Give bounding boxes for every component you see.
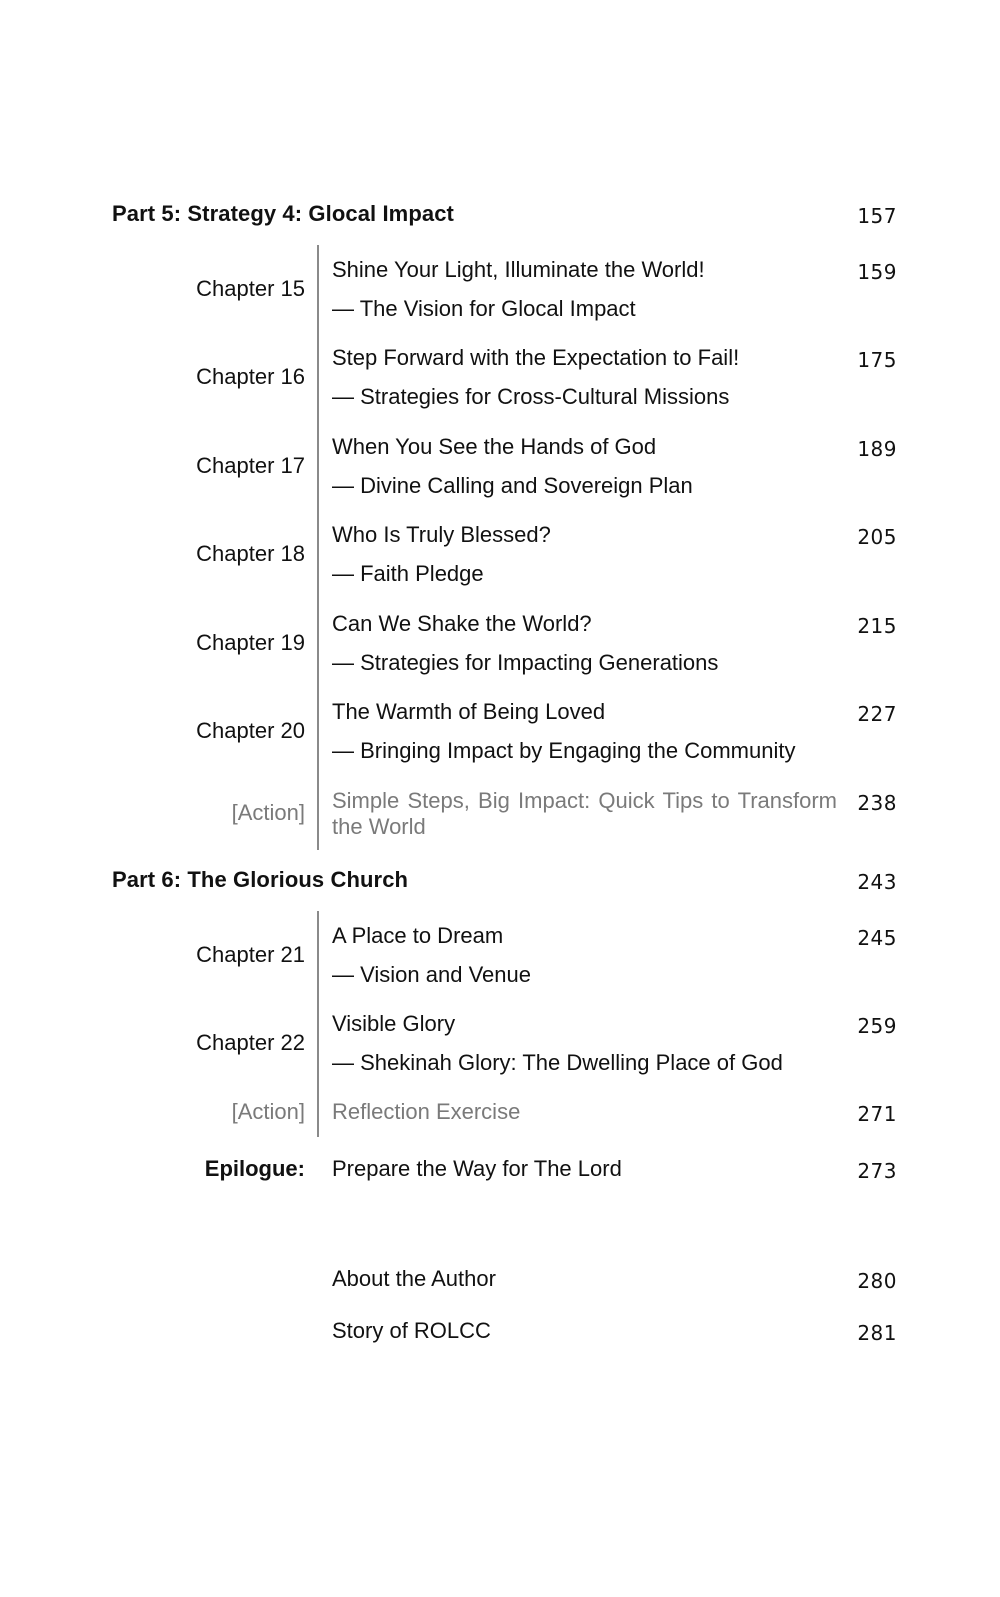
chapter-title: When You See the Hands of God	[332, 434, 657, 459]
chapter-subtitle: — Divine Calling and Sovereign Plan	[332, 473, 693, 498]
toc-entry-action-part-6[interactable]	[0, 1099, 897, 1129]
toc-entry-chapter-19[interactable]	[0, 611, 897, 691]
chapter-title: A Place to Dream	[332, 923, 504, 948]
backmatter-title: Story of ROLCC	[332, 1318, 491, 1343]
chapter-subtitle: — Faith Pledge	[332, 561, 484, 586]
page-number: 189	[857, 437, 897, 461]
chapter-label: Chapter 15	[196, 276, 305, 301]
chapter-title: Step Forward with the Expectation to Fail!	[332, 345, 740, 370]
chapter-subtitle: — Vision and Venue	[332, 962, 531, 987]
chapter-label: Chapter 17	[196, 453, 305, 478]
page-number: 238	[857, 791, 897, 815]
page-number: 227	[857, 702, 897, 726]
chapter-subtitle: — Strategies for Cross-Cultural Missions	[332, 384, 730, 409]
action-title: Reflection Exercise	[332, 1099, 521, 1124]
toc-entry-chapter-17[interactable]	[0, 434, 897, 514]
chapter-title: Shine Your Light, Illuminate the World!	[332, 257, 705, 282]
chapter-label: Chapter 18	[196, 541, 305, 566]
chapter-label: Chapter 16	[196, 364, 305, 389]
page-number: 205	[857, 525, 897, 549]
chapter-title: Who Is Truly Blessed?	[332, 522, 551, 547]
page-number: 215	[857, 614, 897, 638]
part-title: Part 6: The Glorious Church	[112, 867, 409, 892]
action-label: [Action]	[231, 800, 305, 825]
toc-entry-chapter-22[interactable]	[0, 1011, 897, 1091]
chapter-subtitle: — The Vision for Glocal Impact	[332, 296, 636, 321]
part-5-heading	[112, 201, 897, 231]
part-6-heading	[112, 867, 897, 897]
toc-entry-chapter-20[interactable]	[0, 699, 897, 779]
toc-entry-chapter-18[interactable]	[0, 522, 897, 602]
toc-entry-chapter-15[interactable]	[0, 257, 897, 337]
chapter-title: Visible Glory	[332, 1011, 456, 1036]
page-number: 280	[857, 1269, 897, 1293]
toc-entry-action-part-5[interactable]	[0, 788, 897, 844]
action-title: Simple Steps, Big Impact: Quick Tips to Transform the World	[332, 788, 837, 839]
backmatter-title: About the Author	[332, 1266, 496, 1291]
page-number: 159	[857, 260, 897, 284]
toc-entry-story-of-rolcc[interactable]	[0, 1318, 897, 1348]
page-number: 271	[857, 1102, 897, 1126]
chapter-label: Chapter 21	[196, 942, 305, 967]
page-number: 245	[857, 926, 897, 950]
epilogue-label: Epilogue:	[204, 1156, 305, 1181]
chapter-subtitle: — Bringing Impact by Engaging the Community	[332, 738, 796, 763]
chapter-title: The Warmth of Being Loved	[332, 699, 606, 724]
chapter-label: Chapter 22	[196, 1030, 305, 1055]
page-number: 157	[857, 204, 897, 228]
page-number: 281	[857, 1321, 897, 1345]
part-title: Part 5: Strategy 4: Glocal Impact	[112, 201, 454, 226]
chapter-subtitle: — Strategies for Impacting Generations	[332, 650, 719, 675]
toc-entry-chapter-16[interactable]	[0, 345, 897, 425]
toc-entry-epilogue[interactable]	[0, 1156, 897, 1186]
epilogue-title: Prepare the Way for The Lord	[332, 1156, 622, 1181]
chapter-label: Chapter 19	[196, 630, 305, 655]
chapter-label: Chapter 20	[196, 718, 305, 743]
toc-entry-about-the-author[interactable]	[0, 1266, 897, 1296]
toc-entry-chapter-21[interactable]	[0, 923, 897, 1003]
page-number: 273	[857, 1159, 897, 1183]
page-number: 243	[857, 870, 897, 894]
chapter-subtitle: — Shekinah Glory: The Dwelling Place of God	[332, 1050, 783, 1075]
page-number: 175	[857, 348, 897, 372]
chapter-title: Can We Shake the World?	[332, 611, 592, 636]
action-label: [Action]	[231, 1099, 305, 1124]
page-number: 259	[857, 1014, 897, 1038]
